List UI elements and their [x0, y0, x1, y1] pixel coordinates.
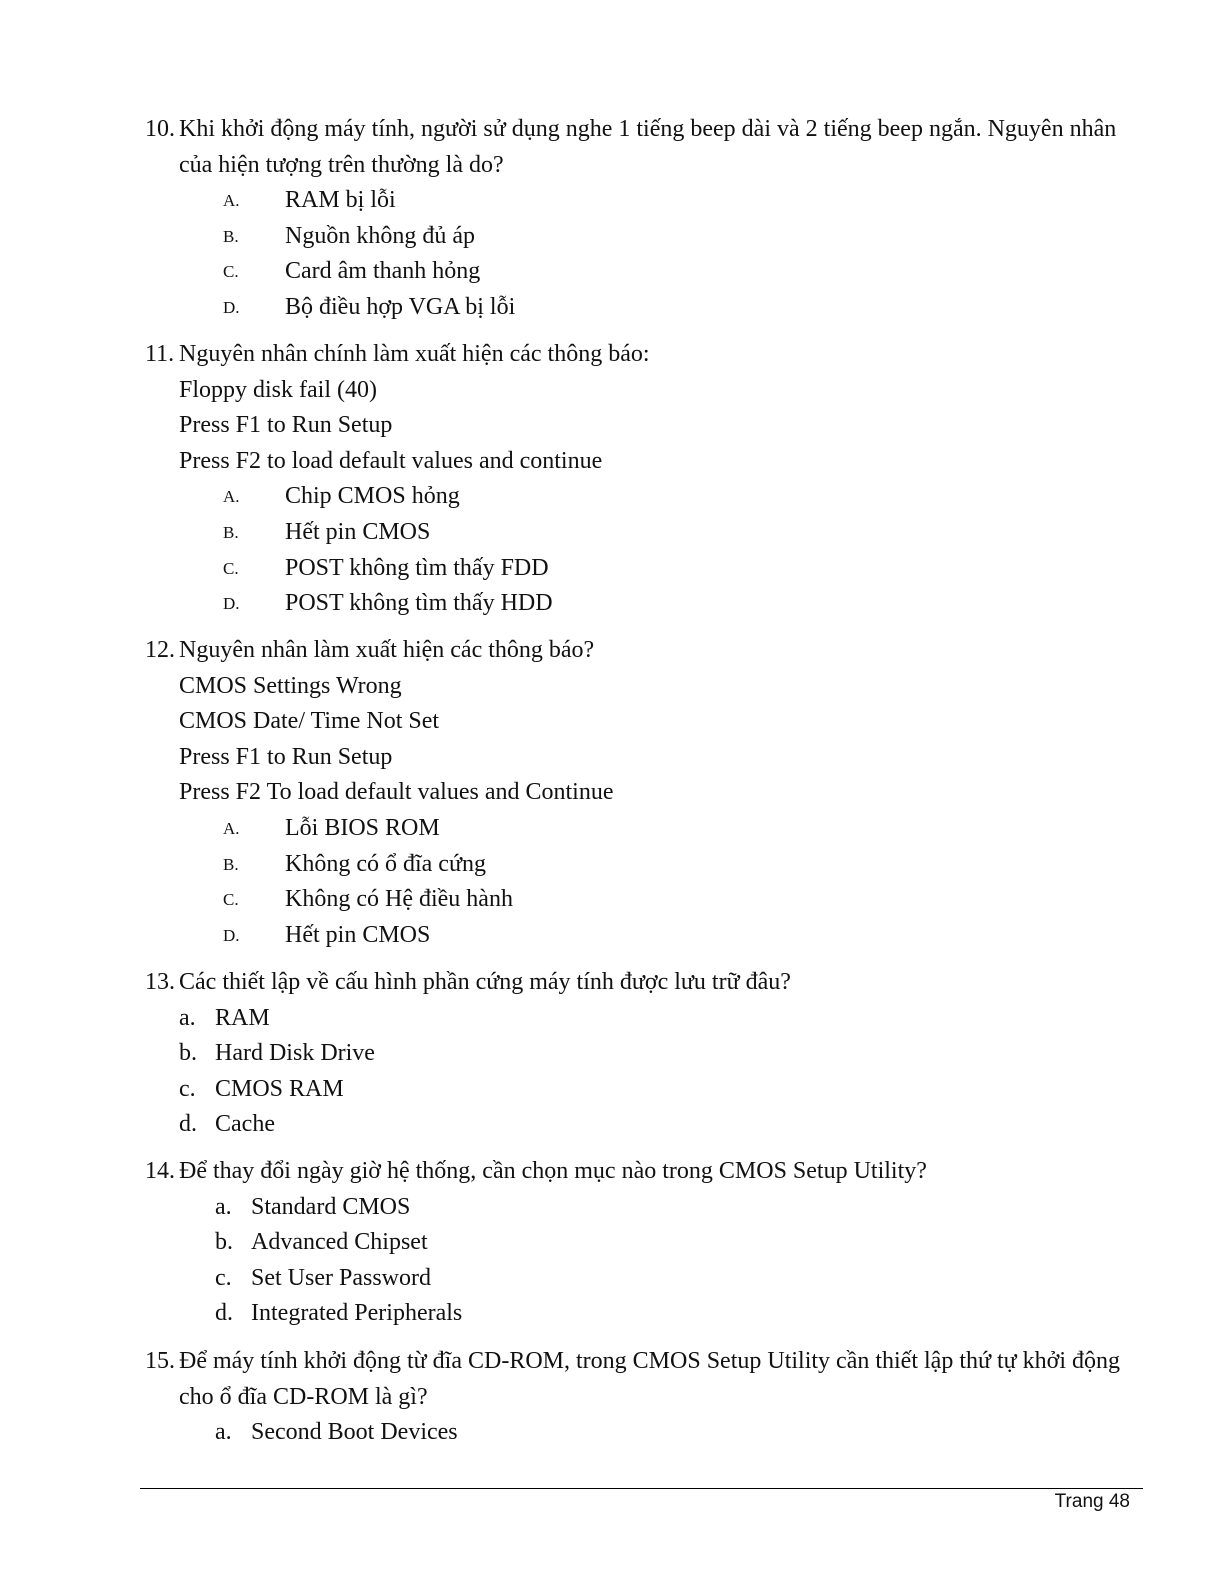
option-d	[145, 290, 1155, 326]
option-letter: b.	[215, 1229, 233, 1256]
question-text: Khi khởi động máy tính, người sử dụng nghe 1 tiếng beep dài và 2 tiếng beep ngắn. Nguyên nhân của hiện tượng trên thường là do?	[179, 116, 1117, 178]
message-line: Floppy disk fail (40)	[179, 376, 377, 403]
question-number: 13.	[145, 969, 175, 995]
option-text: Không có Hệ điều hành	[285, 886, 513, 913]
question-text: Nguyên nhân chính làm xuất hiện các thông báo:	[179, 341, 650, 367]
question-15	[145, 1344, 1155, 1451]
question-10	[145, 112, 1155, 326]
option-b	[145, 219, 1155, 255]
option-letter: B.	[223, 854, 239, 874]
question-text: Nguyên nhân làm xuất hiện các thông báo?	[179, 637, 595, 663]
option-text: Card âm thanh hỏng	[285, 258, 481, 285]
question-text: Các thiết lập về cấu hình phần cứng máy tính được lưu trữ đâu?	[179, 969, 791, 995]
option-a	[145, 1190, 1155, 1226]
footer-divider	[140, 1488, 1143, 1489]
option-c	[145, 1072, 1155, 1108]
option-text: RAM bị lỗi	[285, 187, 396, 214]
message-line: CMOS Date/ Time Not Set	[179, 708, 440, 735]
option-letter: A.	[223, 818, 240, 838]
option-text: Standard CMOS	[251, 1193, 411, 1220]
option-a	[145, 479, 1155, 515]
option-text: Hết pin CMOS	[285, 518, 431, 545]
option-a	[145, 1001, 1155, 1037]
option-letter: d.	[179, 1111, 197, 1138]
option-text: Nguồn không đủ áp	[285, 222, 475, 249]
option-text: Integrated Peripherals	[251, 1300, 463, 1327]
option-letter: b.	[179, 1040, 197, 1067]
question-12	[145, 633, 1155, 953]
option-d	[145, 586, 1155, 622]
option-a	[145, 1415, 1155, 1451]
message-line: Press F1 to Run Setup	[179, 743, 393, 770]
option-text: Hết pin CMOS	[285, 921, 431, 948]
option-c	[145, 882, 1155, 918]
option-letter: a.	[179, 1004, 196, 1031]
message-line: CMOS Settings Wrong	[179, 672, 402, 699]
option-text: Chip CMOS hỏng	[285, 483, 460, 510]
question-11	[145, 337, 1155, 622]
question-text: Để thay đổi ngày giờ hệ thống, cần chọn mục nào trong CMOS Setup Utility?	[179, 1158, 927, 1184]
option-b	[145, 847, 1155, 883]
option-letter: C.	[223, 558, 239, 578]
option-letter: A.	[223, 191, 240, 211]
option-text: Advanced Chipset	[251, 1229, 428, 1256]
question-text: Để máy tính khởi động từ đĩa CD-ROM, trong CMOS Setup Utility cần thiết lập thứ tự khởi động cho ổ đĩa CD-ROM là gì?	[179, 1348, 1121, 1410]
question-number: 11.	[145, 341, 175, 367]
option-letter: c.	[179, 1075, 196, 1102]
question-number: 15.	[145, 1348, 175, 1374]
option-c	[145, 1261, 1155, 1297]
option-letter: D.	[223, 925, 240, 945]
option-b	[145, 1036, 1155, 1072]
question-number: 14.	[145, 1158, 175, 1184]
option-text: CMOS RAM	[215, 1075, 344, 1102]
option-text: RAM	[215, 1004, 270, 1031]
option-a	[145, 811, 1155, 847]
option-letter: C.	[223, 890, 239, 910]
question-13	[145, 965, 1155, 1143]
option-letter: d.	[215, 1300, 233, 1327]
option-letter: D.	[223, 594, 240, 614]
option-d	[145, 1107, 1155, 1143]
option-d	[145, 1296, 1155, 1332]
option-text: Hard Disk Drive	[215, 1040, 375, 1067]
option-letter: A.	[223, 487, 240, 507]
option-letter: a.	[215, 1193, 232, 1220]
message-line: Press F2 To load default values and Continue	[179, 779, 614, 806]
option-b	[145, 515, 1155, 551]
option-text: Set User Password	[251, 1264, 431, 1291]
option-c	[145, 254, 1155, 290]
option-text: Cache	[215, 1111, 275, 1138]
message-line: Press F1 to Run Setup	[179, 412, 393, 439]
option-b	[145, 1225, 1155, 1261]
option-letter: c.	[215, 1264, 232, 1291]
option-letter: a.	[215, 1419, 232, 1446]
question-14	[145, 1154, 1155, 1332]
message-line: Press F2 to load default values and continue	[179, 447, 603, 474]
option-text: Lỗi BIOS ROM	[285, 814, 440, 841]
option-d	[145, 918, 1155, 954]
option-text: POST không tìm thấy HDD	[285, 590, 553, 617]
question-number: 10.	[145, 116, 175, 142]
option-text: Second Boot Devices	[251, 1419, 458, 1446]
option-letter: B.	[223, 522, 239, 542]
option-letter: B.	[223, 226, 239, 246]
option-a	[145, 183, 1155, 219]
question-number: 12.	[145, 637, 175, 663]
option-letter: D.	[223, 297, 240, 317]
option-c	[145, 551, 1155, 587]
option-letter: C.	[223, 262, 239, 282]
option-text: POST không tìm thấy FDD	[285, 554, 549, 581]
page-number: Trang 48	[1054, 1491, 1130, 1512]
option-text: Không có ổ đĩa cứng	[285, 850, 486, 877]
option-text: Bộ điều hợp VGA bị lỗi	[285, 293, 516, 320]
